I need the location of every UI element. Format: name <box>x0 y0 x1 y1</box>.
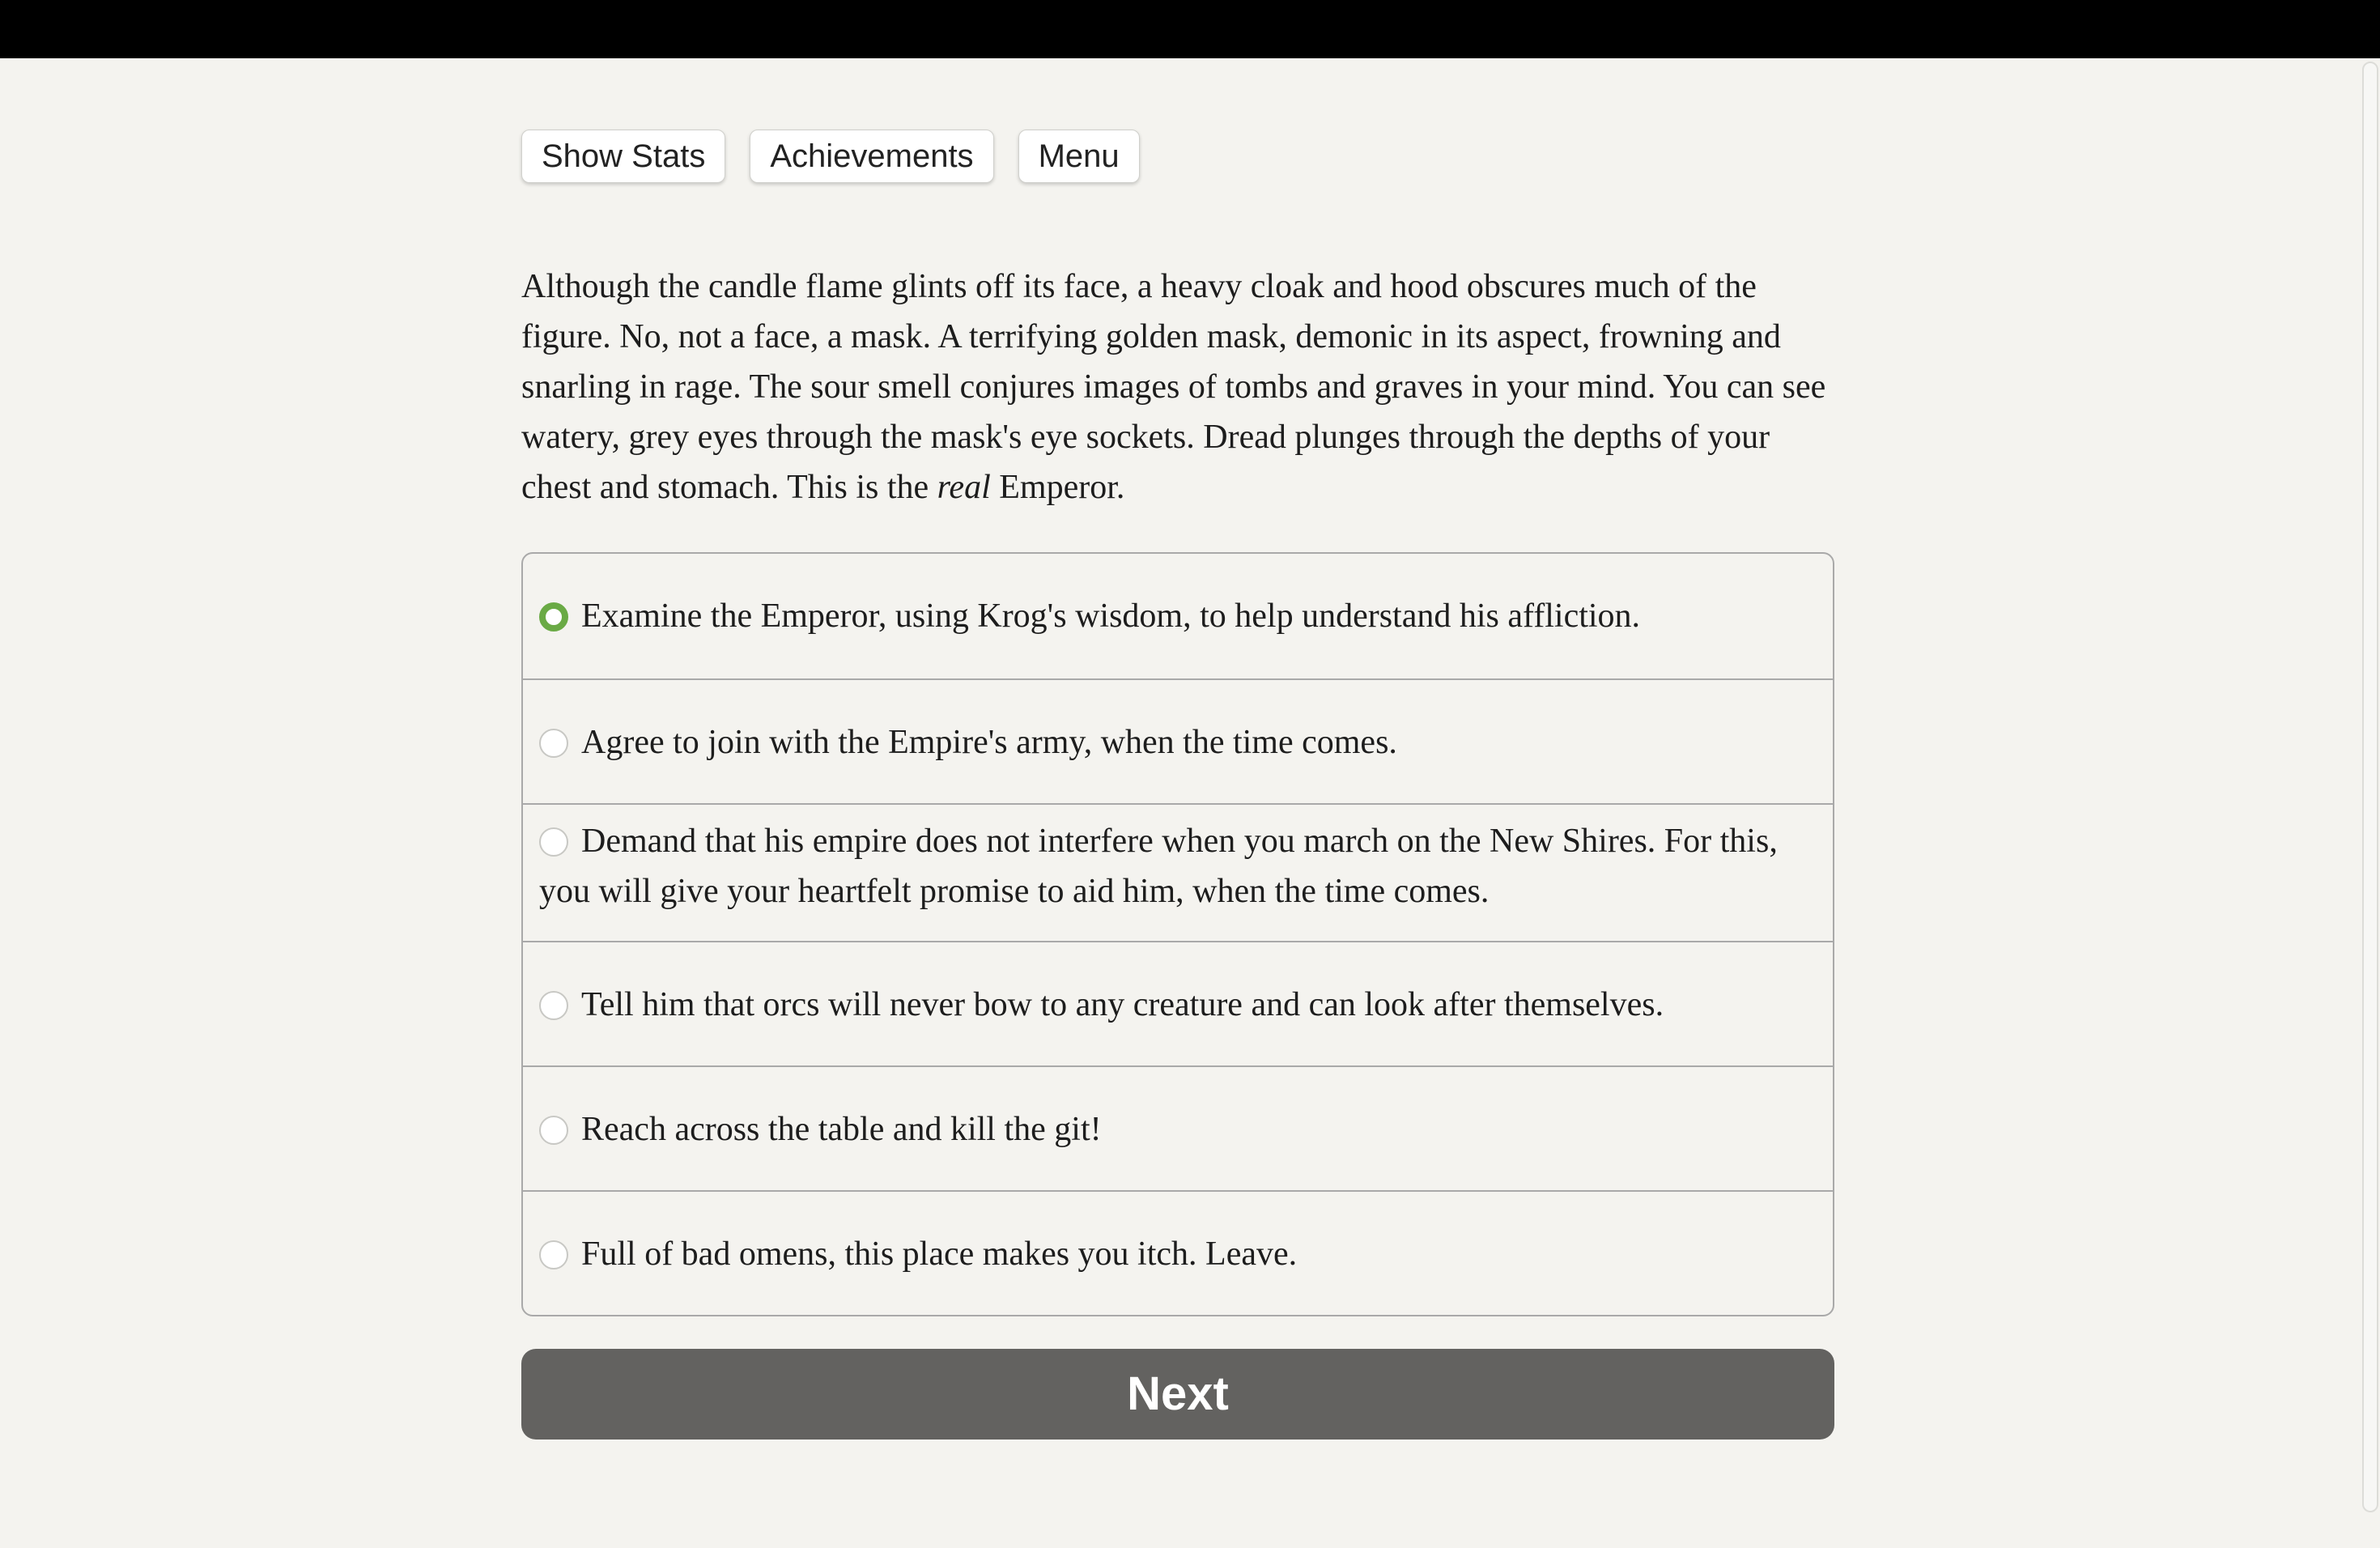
choice-label: Full of bad omens, this place makes you itch. Leave. <box>581 1235 1298 1273</box>
choice-option[interactable] <box>523 678 1833 803</box>
radio-icon[interactable] <box>539 729 568 758</box>
game-toolbar <box>521 130 1140 183</box>
story-text-part: Emperor. <box>990 469 1125 506</box>
story-text-part: Although the candle flame glints off its face, a heavy cloak and hood obscures much of the figure. No, not a face, a mask. A terrifying golden mask, demonic in its aspect, frowning and snarling in rage. The sour smell conjures images of tombs and graves in your mind. You can see watery, grey eyes through the mask's eye sockets. Dread plunges through the depths of your chest and stomach. This is the <box>521 268 1826 506</box>
story-text-emphasis: real <box>937 469 991 506</box>
choice-label: Agree to join with the Empire's army, when the time comes. <box>581 724 1397 761</box>
next-button[interactable]: Next <box>521 1349 1834 1440</box>
choice-label: Tell him that orcs will never bow to any creature and can look after themselves. <box>581 986 1664 1023</box>
choice-option[interactable] <box>523 554 1833 678</box>
radio-icon[interactable] <box>539 827 568 857</box>
achievements-button[interactable]: Achievements <box>750 130 993 183</box>
choice-list <box>521 552 1834 1316</box>
page-scrollbar[interactable] <box>2362 62 2378 1512</box>
choice-label: Reach across the table and kill the git! <box>581 1111 1102 1148</box>
story-text <box>521 262 1836 512</box>
choice-option[interactable] <box>523 1190 1833 1315</box>
choice-option[interactable] <box>523 803 1833 941</box>
radio-icon[interactable] <box>539 1116 568 1145</box>
choice-option[interactable] <box>523 1065 1833 1190</box>
show-stats-button[interactable]: Show Stats <box>521 130 725 183</box>
choice-label: Demand that his empire does not interfere when you march on the New Shires. For this, you will give your heartfelt promise to aid him, when the time comes. <box>539 823 1778 910</box>
menu-button[interactable]: Menu <box>1018 130 1140 183</box>
window-top-bar <box>0 0 2380 58</box>
choice-label: Examine the Emperor, using Krog's wisdom, to help understand his affliction. <box>581 598 1641 635</box>
radio-icon[interactable] <box>539 1240 568 1269</box>
radio-selected-icon[interactable] <box>539 602 568 632</box>
choice-option[interactable] <box>523 941 1833 1065</box>
radio-icon[interactable] <box>539 991 568 1020</box>
